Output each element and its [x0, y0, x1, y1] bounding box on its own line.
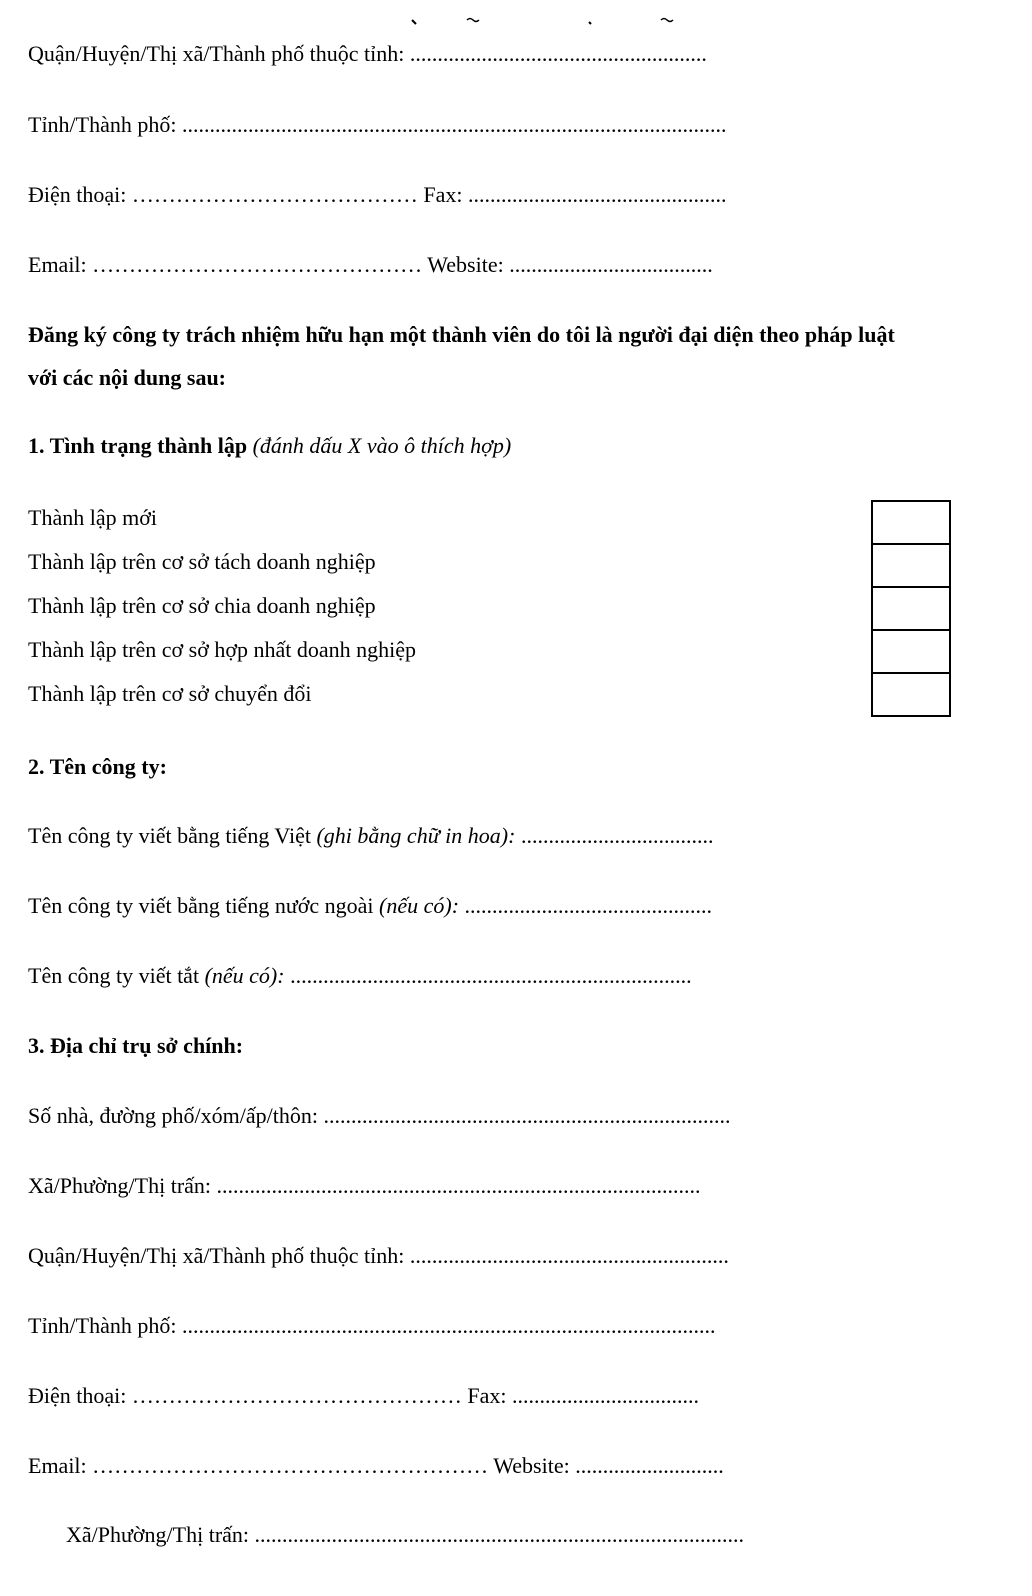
foreign-name-hint: (nếu có): [379, 893, 460, 918]
website-field[interactable]: Website: ..................................... [422, 252, 713, 277]
registration-statement-line-1: Đăng ký công ty trách nhiệm hữu hạn một thành viên do tôi là người đại diện theo pháp luật [28, 322, 895, 347]
section2-heading: 2. Tên công ty: [28, 754, 167, 779]
short-name-field[interactable]: ......................................................................... [284, 963, 692, 988]
hq-fax-field[interactable]: Fax: .................................. [461, 1383, 699, 1408]
ward-field[interactable]: Xã/Phường/Thị trấn: ........................................................................................ [28, 1173, 701, 1198]
section1-title: 1. Tình trạng thành lập [28, 433, 248, 458]
vn-name-hint: (ghi bằng chữ in hoa): [316, 823, 516, 848]
cropped-top-text-marks [0, 0, 1032, 30]
option-convert: Thành lập trên cơ sở chuyển đổi [28, 681, 312, 706]
foreign-name-field[interactable]: ............................................. [459, 893, 713, 918]
ward-field-repeat[interactable]: Xã/Phường/Thị trấn: ......................................................................................... [66, 1522, 745, 1547]
short-name-label: Tên công ty viết tắt [28, 963, 205, 988]
vn-name-field[interactable]: ................................... [515, 823, 714, 848]
option-split: Thành lập trên cơ sở tách doanh nghiệp [28, 549, 376, 574]
hq-phone-field[interactable]: Điện thoại: ……………………………………… [28, 1383, 462, 1408]
phone-fax-row [28, 180, 727, 210]
option-divide: Thành lập trên cơ sở chia doanh nghiệp [28, 593, 376, 618]
registration-statement-line-2: với các nội dung sau: [28, 365, 226, 390]
section3-heading: 3. Địa chỉ trụ sở chính: [28, 1033, 244, 1058]
fax-field[interactable]: Fax: ............................................... [417, 182, 727, 207]
checkbox-split[interactable] [871, 543, 951, 588]
hq-email-website-row [28, 1451, 724, 1481]
option-merge: Thành lập trên cơ sở hợp nhất doanh nghiệp [28, 637, 417, 662]
hq-province-field[interactable]: Tỉnh/Thành phố: ................................................................................................. [28, 1313, 716, 1338]
short-name-row [28, 961, 692, 991]
province-field[interactable]: Tỉnh/Thành phố: ................................................................................................... [28, 112, 727, 137]
hq-phone-fax-row [28, 1381, 699, 1411]
section1-heading [28, 431, 511, 461]
phone-field[interactable]: Điện thoại: ………………………………… [28, 182, 418, 207]
hq-website-field[interactable]: Website: ........................... [488, 1453, 724, 1478]
checkbox-new[interactable] [871, 500, 951, 545]
email-field[interactable]: Email: ……………………………………… [28, 252, 423, 277]
checkbox-convert[interactable] [871, 672, 951, 717]
foreign-name-label: Tên công ty viết bằng tiếng nước ngoài [28, 893, 380, 918]
vn-name-row [28, 821, 713, 851]
section1-hint: (đánh dấu X vào ô thích hợp) [247, 433, 512, 458]
vn-name-label: Tên công ty viết bằng tiếng Việt [28, 823, 317, 848]
foreign-name-row [28, 891, 712, 921]
checkbox-merge[interactable] [871, 629, 951, 674]
option-new: Thành lập mới [28, 505, 157, 530]
street-field[interactable]: Số nhà, đường phố/xóm/ấp/thôn: .......................................................................... [28, 1103, 731, 1128]
checkbox-divide[interactable] [871, 586, 951, 631]
district-field[interactable]: Quận/Huyện/Thị xã/Thành phố thuộc tỉnh: ...................................................... [28, 41, 707, 66]
status-checkbox-column [871, 500, 951, 721]
short-name-hint: (nếu có): [204, 963, 285, 988]
email-website-row [28, 250, 713, 280]
hq-district-field[interactable]: Quận/Huyện/Thị xã/Thành phố thuộc tỉnh: .......................................................... [28, 1243, 729, 1268]
hq-email-field[interactable]: Email: ……………………………………………… [28, 1453, 489, 1478]
